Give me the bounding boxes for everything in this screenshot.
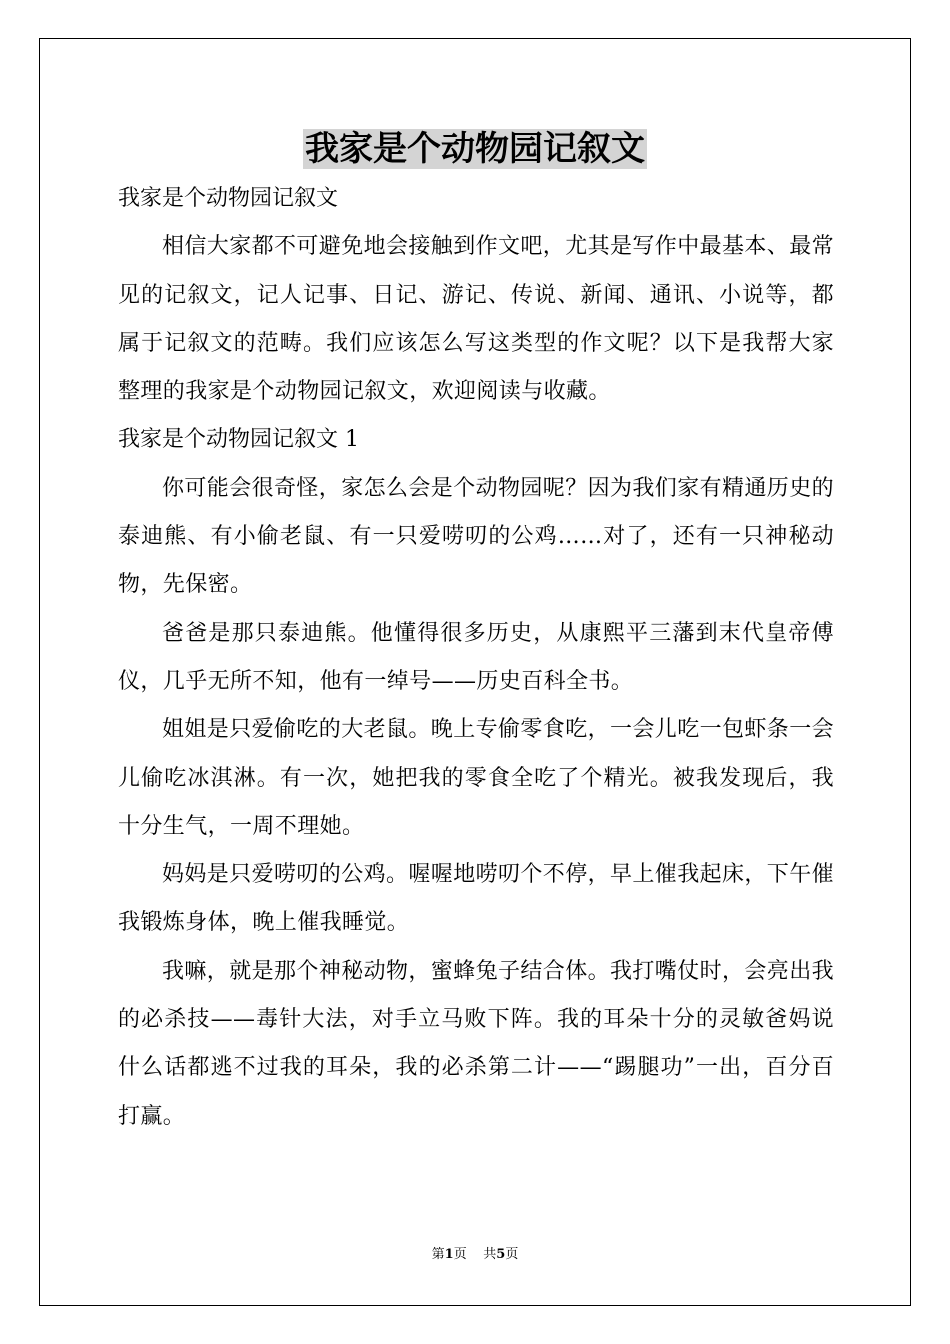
document-body xyxy=(118,175,834,1141)
paragraph-body: 妈妈是只爱唠叨的公鸡。喔喔地唠叨个不停，早上催我起床，下午催我锻炼身体，晚上催我睡觉。 xyxy=(118,862,835,936)
page-total-suffix: 页 xyxy=(505,1247,519,1262)
paragraph-body: 姐姐是只爱偷吃的大老鼠。晚上专偷零食吃，一会儿吃一包虾条一会儿偷吃冰淇淋。有一次，她把我的零食全吃了个精光。被我发现后，我十分生气，一周不理她。 xyxy=(118,717,835,839)
page-number-prefix: 第 xyxy=(431,1247,445,1262)
paragraph-body: 我嘛，就是那个神秘动物，蜜蜂兔子结合体。我打嘴仗时，会亮出我的必杀技——毒针大法，对手立马败下阵。我的耳朵十分的灵敏爸妈说什么话都逃不过我的耳朵，我的必杀第二计——“踢腿功”一出，百分百打赢。 xyxy=(118,958,835,1129)
paragraph-subtitle: 我家是个动物园记叙文 xyxy=(118,186,339,211)
page-total: 5 xyxy=(496,1247,506,1262)
page-footer xyxy=(0,1246,950,1264)
document-title xyxy=(0,126,950,172)
paragraph-intro: 相信大家都不可避免地会接触到作文吧，尤其是写作中最基本、最常见的记叙文，记人记事、日记、游记、传说、新闻、通讯、小说等，都属于记叙文的范畴。我们应该怎么写这类型的作文呢？以下是我帮大家整理的我家是个动物园记叙文，欢迎阅读与收藏。 xyxy=(118,234,835,405)
document-title-text: 我家是个动物园记叙文 xyxy=(305,129,645,169)
page-number-suffix: 页 xyxy=(453,1247,467,1262)
page-total-prefix: 共 xyxy=(483,1247,497,1262)
page-number-current: 1 xyxy=(444,1247,454,1262)
paragraph-body: 你可能会很奇怪，家怎么会是个动物园呢？因为我们家有精通历史的泰迪熊、有小偷老鼠、有一只爱唠叨的公鸡……对了，还有一只神秘动物，先保密。 xyxy=(118,475,835,598)
paragraph-body: 爸爸是那只泰迪熊。他懂得很多历史，从康熙平三藩到末代皇帝傅仪，几乎无所不知，他有一绰号——历史百科全书。 xyxy=(118,620,834,694)
paragraph-section-heading: 我家是个动物园记叙文 1 xyxy=(118,427,359,453)
